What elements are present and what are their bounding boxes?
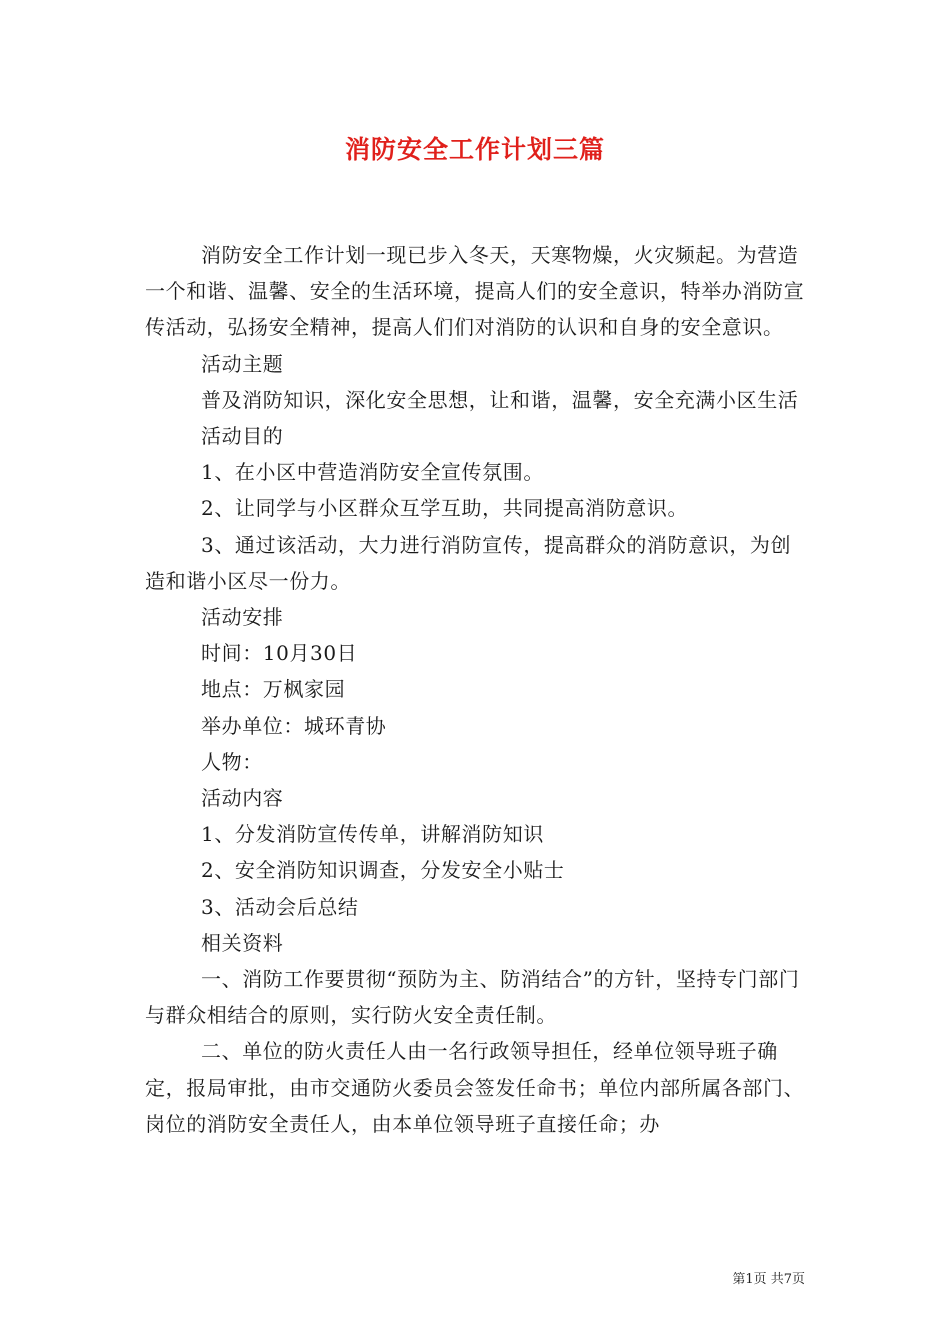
document-body <box>145 237 810 1142</box>
schedule-organizer: 举办单位：城环青协 <box>201 713 387 738</box>
schedule-people: 人物： <box>201 749 263 774</box>
paragraph-policy-1: 一、消防工作要贯彻“预防为主、防消结合”的方针，坚持专门部门与群众相结合的原则，实行防火安全责任制。 <box>145 967 800 1028</box>
page-number-footer: 第1页 共7页 <box>732 1272 805 1287</box>
list-item-purpose-2: 2、让同学与小区群众互学互助，共同提高消防意识。 <box>201 496 689 521</box>
list-item-content-3: 3、活动会后总结 <box>201 894 359 919</box>
paragraph-intro: 消防安全工作计划一现已步入冬天，天寒物燥，火灾频起。为营造一个和谐、温馨、安全的生活环境，提高人们的安全意识，特举办消防宣传活动，弘扬安全精神，提高人们们对消防的认识和自身的安全意识。 <box>145 243 805 340</box>
document-title: 消防安全工作计划三篇 <box>344 135 605 164</box>
list-item-content-1: 1、分发消防宣传传单，讲解消防知识 <box>201 822 544 847</box>
list-item-purpose-3: 3、通过该活动，大力进行消防宣传，提高群众的消防意识，为创造和谐小区尽一份力。 <box>145 532 792 593</box>
list-item-content-2: 2、安全消防知识调查，分发安全小贴士 <box>201 858 565 883</box>
heading-activity-content: 活动内容 <box>201 786 284 811</box>
paragraph-policy-2: 二、单位的防火责任人由一名行政领导担任，经单位领导班子确定，报局审批，由市交通防火委员会签发任命书；单位内部所属各部门、岗位的消防安全责任人，由本单位领导班子直接任命；办 <box>145 1039 805 1136</box>
heading-activity-theme: 活动主题 <box>201 351 284 376</box>
schedule-time: 时间：10月30日 <box>201 641 358 666</box>
heading-activity-purpose: 活动目的 <box>201 424 284 449</box>
heading-related-materials: 相关资料 <box>201 930 284 955</box>
schedule-location: 地点：万枫家园 <box>201 677 346 702</box>
paragraph-theme: 普及消防知识，深化安全思想，让和谐，温馨，安全充满小区生活 <box>201 387 799 412</box>
list-item-purpose-1: 1、在小区中营造消防安全宣传氛围。 <box>201 460 544 485</box>
heading-activity-schedule: 活动安排 <box>201 605 284 630</box>
